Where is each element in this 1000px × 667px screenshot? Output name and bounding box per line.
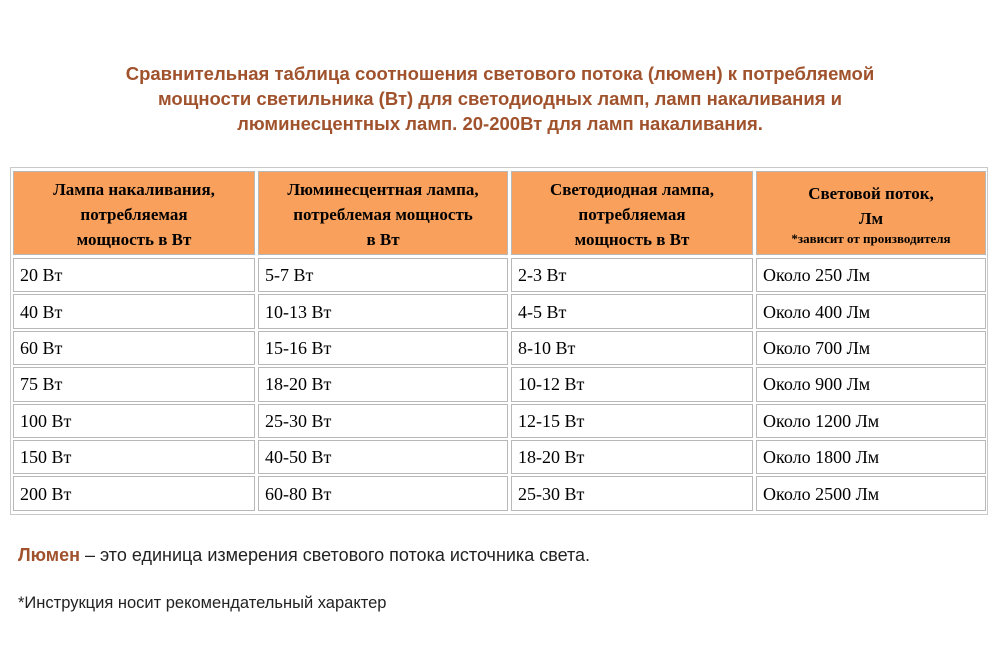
table-header-line: мощность в Вт — [76, 229, 192, 249]
table-header-line: Световой поток, — [808, 184, 934, 203]
table-header-cell — [511, 171, 753, 255]
lumen-definition — [18, 545, 590, 566]
table-cell: 25-30 Вт — [511, 476, 753, 510]
table-cell: Около 700 Лм — [756, 331, 986, 365]
table-cell: 60-80 Вт — [258, 476, 508, 510]
table-cell: Около 1800 Лм — [756, 440, 986, 474]
table-cell: Около 2500 Лм — [756, 476, 986, 510]
table-cell: 150 Вт — [13, 440, 255, 474]
title-line-1: Сравнительная таблица соотношения светового потока (люмен) к потребляемой — [125, 63, 875, 84]
recommendation-note: *Инструкция носит рекомендательный характер — [18, 594, 387, 612]
table-header-cell — [756, 171, 986, 255]
table-header-line: потребляемая — [80, 204, 188, 224]
table-cell: 40 Вт — [13, 294, 255, 328]
table-cell: 10-13 Вт — [258, 294, 508, 328]
table-header-line: потреблемая мощность — [293, 204, 473, 224]
table-cell: 4-5 Вт — [511, 294, 753, 328]
table-cell: Около 900 Лм — [756, 367, 986, 401]
table-cell: 18-20 Вт — [511, 440, 753, 474]
title-line-3: люминесцентных ламп. 20-200Вт для ламп накаливания. — [237, 113, 763, 134]
table-cell: 200 Вт — [13, 476, 255, 510]
table-header-line: мощность в Вт — [574, 229, 690, 249]
table-cell: 100 Вт — [13, 404, 255, 438]
table-cell: 25-30 Вт — [258, 404, 508, 438]
lumen-term: Люмен — [18, 545, 80, 565]
table-cell: 12-15 Вт — [511, 404, 753, 438]
table-header-line: Светодиодная лампа, — [549, 179, 715, 199]
table-header-cell — [13, 171, 255, 255]
table-header-cell — [258, 171, 508, 255]
table-cell: Около 1200 Лм — [756, 404, 986, 438]
table-cell: 2-3 Вт — [511, 258, 753, 292]
table-cell: 10-12 Вт — [511, 367, 753, 401]
table-cell: 18-20 Вт — [258, 367, 508, 401]
table-header-line: потребляемая — [578, 204, 686, 224]
table-cell: 60 Вт — [13, 331, 255, 365]
table-cell: Около 250 Лм — [756, 258, 986, 292]
table-header-note: *зависит от производителя — [791, 231, 951, 246]
table-cell: 20 Вт — [13, 258, 255, 292]
table-header-line: Лм — [858, 209, 884, 228]
table-header-line: в Вт — [366, 229, 400, 249]
table-header-line: Люминесцентная лампа, — [287, 179, 479, 199]
table-cell: 8-10 Вт — [511, 331, 753, 365]
table-cell: 15-16 Вт — [258, 331, 508, 365]
title-line-2: мощности светильника (Вт) для светодиодных ламп, ламп накаливания и — [157, 88, 843, 109]
table-cell: Около 400 Лм — [756, 294, 986, 328]
page-title — [40, 61, 960, 136]
lumen-definition-text: – это единица измерения светового потока источника света. — [79, 545, 591, 565]
table-cell: 75 Вт — [13, 367, 255, 401]
comparison-table — [10, 167, 988, 515]
table-header-line: Лампа накаливания, — [53, 179, 215, 199]
table-cell: 5-7 Вт — [258, 258, 508, 292]
table-cell: 40-50 Вт — [258, 440, 508, 474]
